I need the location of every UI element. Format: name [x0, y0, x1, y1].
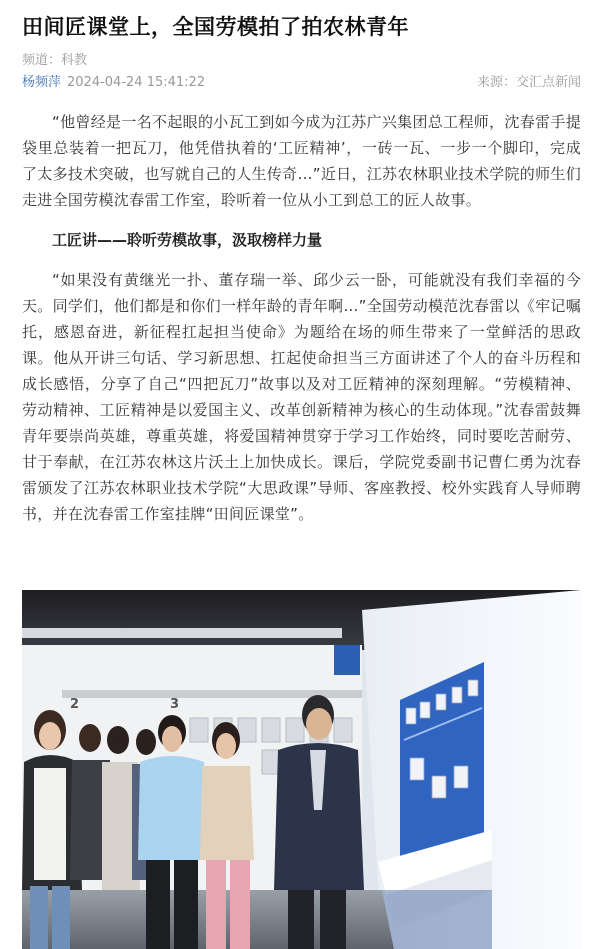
wall-label-3: 3 — [170, 697, 180, 712]
article-source: 来源：交汇点新闻 — [476, 75, 581, 90]
article-channel[interactable]: 频道：科教 — [22, 53, 88, 68]
section-heading: 工匠讲——聆听劳模故事，汲取榜样力量 — [52, 231, 323, 249]
article-photo[interactable] — [22, 590, 581, 949]
paragraph-intro: “他曾经是一名不起眼的小瓦工到如今成为江苏广兴集团总工程师，沈春雷手提袋里总装着一把瓦刀，他凭借执着的‘工匠精神’，一砖一瓦、一步一个脚印，完成了太多技术突破，也写就自己的人生传奇…”近日，江苏农林职业技术学院的师生们走进全国劳模沈春雷工作室，聆听着一位从小工到总工的匠人故事。 — [22, 113, 581, 209]
article-title: 田间匠课堂上，全国劳模拍了拍农林青年 — [22, 15, 409, 39]
article-meta — [22, 74, 581, 92]
paragraph-lecture: “如果没有黄继光一扑、董存瑞一举、邱少云一卧，可能就没有我们幸福的今天。同学们，他们都是和你们一样年龄的青年啊…”全国劳动模范沈春雷以《牢记嘱托，感恩奋进，新征程扛起担当使命》为题给在场的师生带来了一堂鲜活的思政课。他从开讲三句话、学习新思想、扛起使命担当三方面讲述了个人的奋斗历程和成长感悟，分享了自己“四把瓦刀”故事以及对工匠精神的深刻理解。“劳模精神、劳动精神、工匠精神是以爱国主义、改革创新精神为核心的生动体现。”沈春雷鼓舞青年要崇尚英雄，尊重英雄，将爱国精神贯穿于学习工作始终，同时要吃苦耐劳、甘于奉献，在江苏农林这片沃土上加快成长。课后，学院党委副书记曹仁勇为沈春雷颁发了江苏农林职业技术学院“大思政课”导师、客座教授、校外实践育人导师聘书，并在沈春雷工作室挂牌“田间匠课堂”。 — [22, 271, 581, 523]
wall-label-2: 2 — [70, 697, 80, 712]
article-body — [22, 109, 581, 527]
author-link[interactable]: 杨频萍 — [22, 75, 62, 90]
publish-datetime: 2024-04-24 15:41:22 — [67, 75, 206, 90]
studio-visit-photo — [22, 590, 581, 949]
byline — [22, 74, 205, 92]
